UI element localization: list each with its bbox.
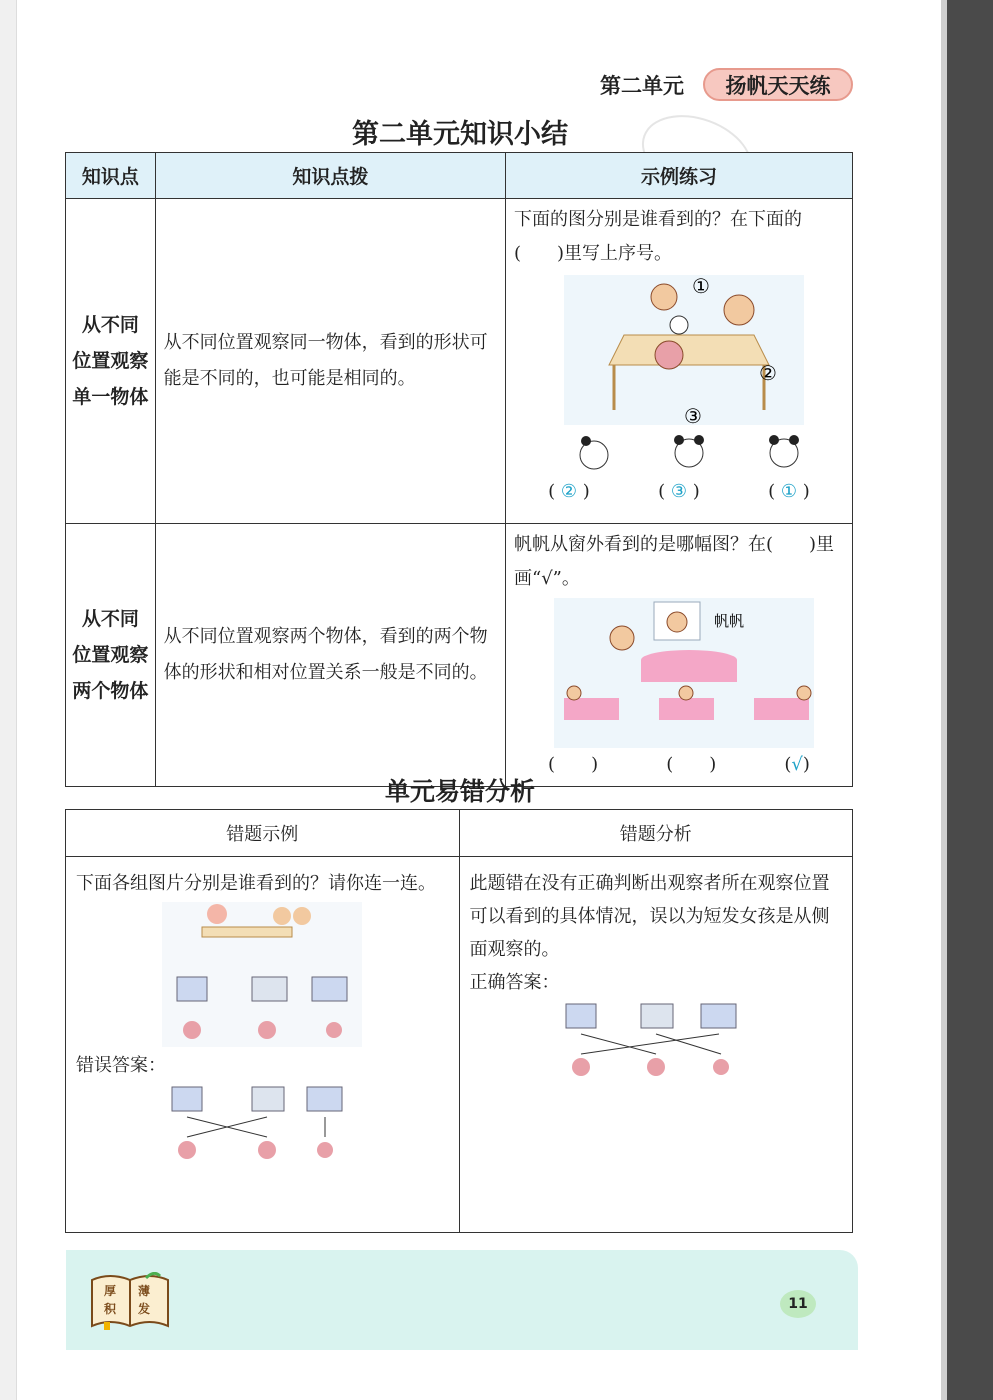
position-label-1: ①	[692, 275, 710, 298]
error-analysis-cell	[459, 857, 853, 1233]
book-char: 积	[104, 1302, 117, 1316]
answer-slot: ( )	[548, 754, 599, 775]
summary-title: 第二单元知识小结	[352, 119, 568, 150]
answer-row	[514, 475, 844, 509]
table-row	[66, 199, 853, 524]
unit-label: 第二单元	[600, 74, 684, 98]
page-edge-left	[0, 0, 17, 1400]
col-header: 知识点拨	[155, 153, 505, 199]
table-row	[66, 524, 853, 787]
col-header: 示例练习	[506, 153, 853, 199]
knowledge-point	[66, 524, 156, 787]
table-scene-illustration	[514, 275, 844, 425]
error-question: 下面各组图片分别是谁看到的？请你连一连。	[76, 873, 436, 894]
wrong-answer-illustration	[167, 1082, 357, 1167]
errors-title: 单元易错分析	[384, 777, 535, 806]
kp-line: 从不同	[81, 608, 139, 630]
panda-views-illustration	[514, 425, 844, 475]
error-example-cell	[66, 857, 460, 1233]
page-edge-right	[947, 0, 993, 1400]
col-header: 错题示例	[66, 810, 460, 857]
book-char: 薄	[138, 1284, 151, 1298]
book-char: 厚	[104, 1284, 117, 1298]
answer-slot: (√)	[784, 754, 810, 775]
kp-line: 从不同	[81, 314, 139, 336]
error-analysis: 此题错在没有正确判断出观察者所在观察位置可以看到的具体情况，误以为短发女孩是从侧面观察的。	[469, 873, 830, 960]
errors-table	[65, 809, 853, 1233]
example-cell	[506, 199, 853, 524]
example-cell	[506, 524, 853, 787]
col-header: 知识点	[66, 153, 156, 199]
footer-band	[66, 1250, 858, 1350]
explanation: 从不同位置观察同一物体，看到的形状可能是不同的，也可能是相同的。	[155, 199, 505, 524]
answer-value: √	[791, 754, 803, 775]
page-number: 11	[780, 1290, 816, 1318]
position-label-3: ③	[684, 404, 702, 425]
window-scene-illustration	[514, 598, 844, 748]
col-header: 错题分析	[459, 810, 853, 857]
position-label-2: ②	[759, 361, 777, 385]
correct-answer-illustration	[561, 999, 751, 1084]
example-question: 下面的图分别是谁看到的？在下面的( )里写上序号。	[514, 209, 802, 264]
knowledge-point	[66, 199, 156, 524]
book-icon	[88, 1272, 172, 1330]
answer-slot: ( ③ )	[658, 481, 700, 502]
explanation: 从不同位置观察两个物体，看到的两个物体的形状和相对位置关系一般是不同的。	[155, 524, 505, 787]
answer-value: ②	[560, 481, 578, 502]
name-label: 帆帆	[714, 612, 745, 630]
kp-line: 位置观察	[72, 644, 149, 666]
book-char: 发	[138, 1302, 151, 1316]
kp-line: 位置观察	[72, 350, 149, 372]
answer-value: ①	[780, 481, 798, 502]
example-question: 帆帆从窗外看到的是哪幅图？在( )里画“√”。	[514, 534, 835, 589]
answer-slot: ( ② )	[548, 481, 590, 502]
answer-value: ③	[670, 481, 688, 502]
correct-answer-label: 正确答案：	[469, 972, 560, 993]
kp-line: 单一物体	[72, 386, 149, 408]
table-row	[66, 857, 853, 1233]
answer-slot: ( ① )	[768, 481, 810, 502]
answer-slot: ( )	[666, 754, 717, 775]
wrong-answer-label: 错误答案：	[76, 1055, 166, 1076]
table-header-row	[66, 153, 853, 199]
series-badge: 扬帆天天练	[703, 68, 853, 101]
summary-table	[65, 152, 853, 787]
kp-line: 两个物体	[72, 680, 149, 702]
table-header-row	[66, 810, 853, 857]
computer-scene-illustration	[162, 902, 362, 1047]
